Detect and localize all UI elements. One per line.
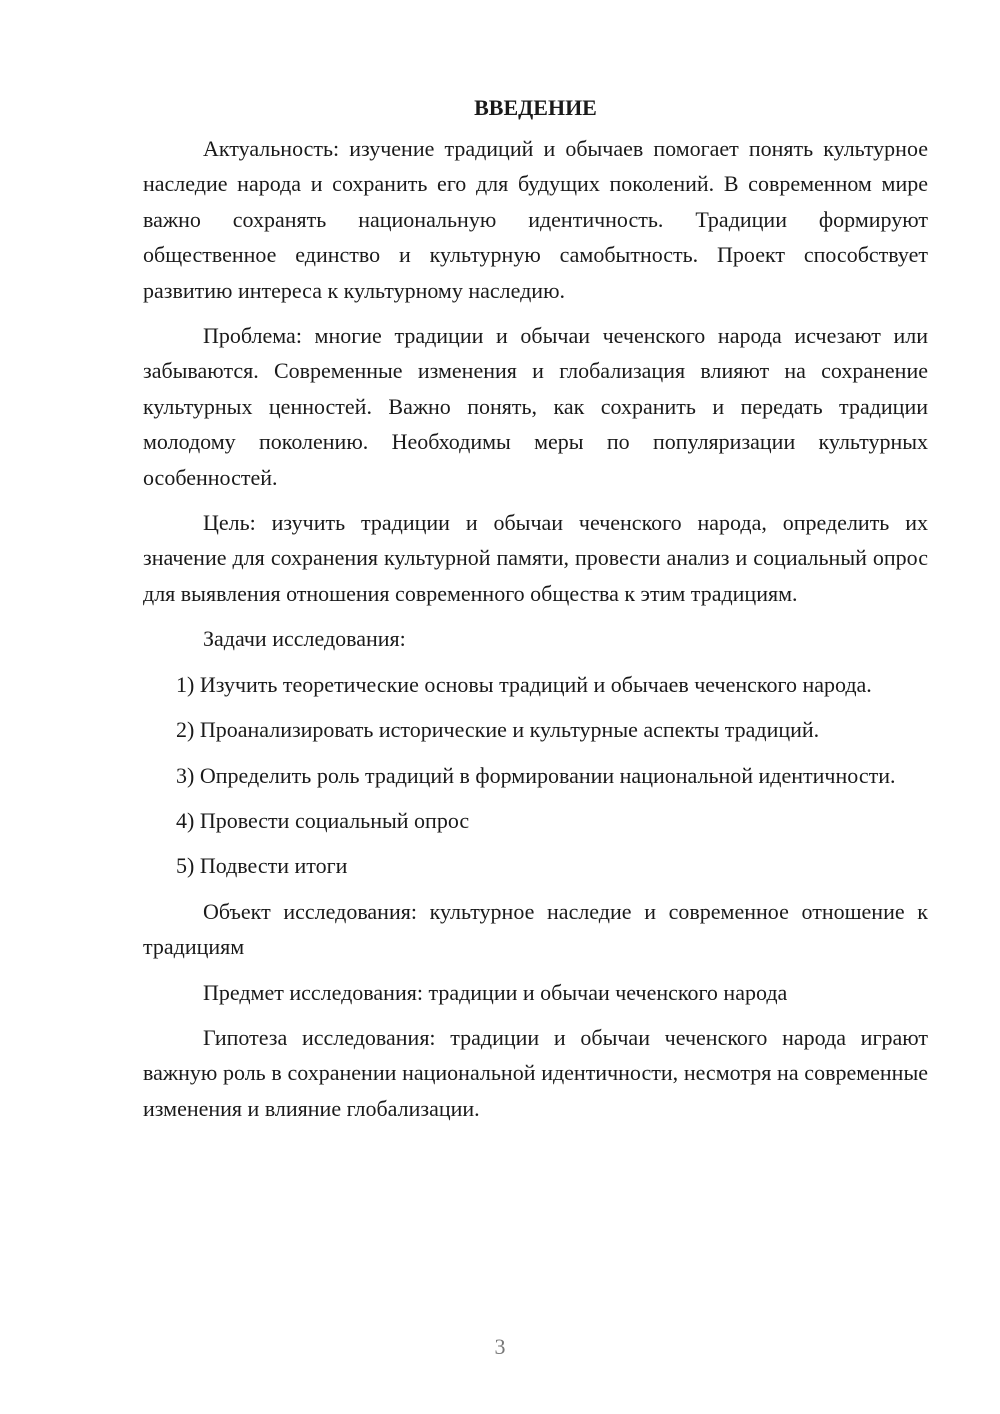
- subject-paragraph: Предмет исследования: традиции и обычаи чеченского народа: [203, 979, 788, 1005]
- task-item-4: 4) Провести социальный опрос: [176, 807, 470, 833]
- task-item-2: 2) Проанализировать исторические и культурные аспекты традиций.: [176, 717, 820, 743]
- document-page: [143, 90, 928, 1126]
- task-item-5: 5) Подвести итоги: [176, 853, 348, 879]
- object-paragraph: Объект исследования: культурное наследие и современное отношение к традициям: [143, 898, 928, 960]
- task-item-3: 3) Определить роль традиций в формировании национальной идентичности.: [176, 762, 896, 788]
- page-number: 3: [494, 1334, 506, 1359]
- relevance-paragraph: Актуальность: изучение традиций и обычаев помогает понять культурное наследие народа и сохранить его для будущих поколений. В современном мире важно сохранять национальную идентичность. Традиции формируют общественное единство и культурную самобытность. Проект способствует развитию интереса к культурному наследию.: [143, 136, 928, 303]
- problem-paragraph: Проблема: многие традиции и обычаи чеченского народа исчезают или забываются. Современные изменения и глобализация влияют на сохранение культурных ценностей. Важно понять, как сохранить и передать традиции молодому поколению. Необходимы меры по популяризации культурных особенностей.: [143, 323, 928, 490]
- hypothesis-paragraph: Гипотеза исследования: традиции и обычаи чеченского народа играют важную роль в сохранении национальной идентичности, несмотря на современные изменения и влияние глобализации.: [143, 1024, 928, 1121]
- tasks-heading: Задачи исследования:: [203, 626, 406, 652]
- task-item-1: 1) Изучить теоретические основы традиций и обычаев чеченского народа.: [176, 671, 872, 697]
- section-heading: ВВЕДЕНИЕ: [474, 95, 597, 120]
- goal-paragraph: Цель: изучить традиции и обычаи чеченского народа, определить их значение для сохранения культурной памяти, провести анализ и социальный опрос для выявления отношения современного общества к этим традициям.: [143, 510, 928, 606]
